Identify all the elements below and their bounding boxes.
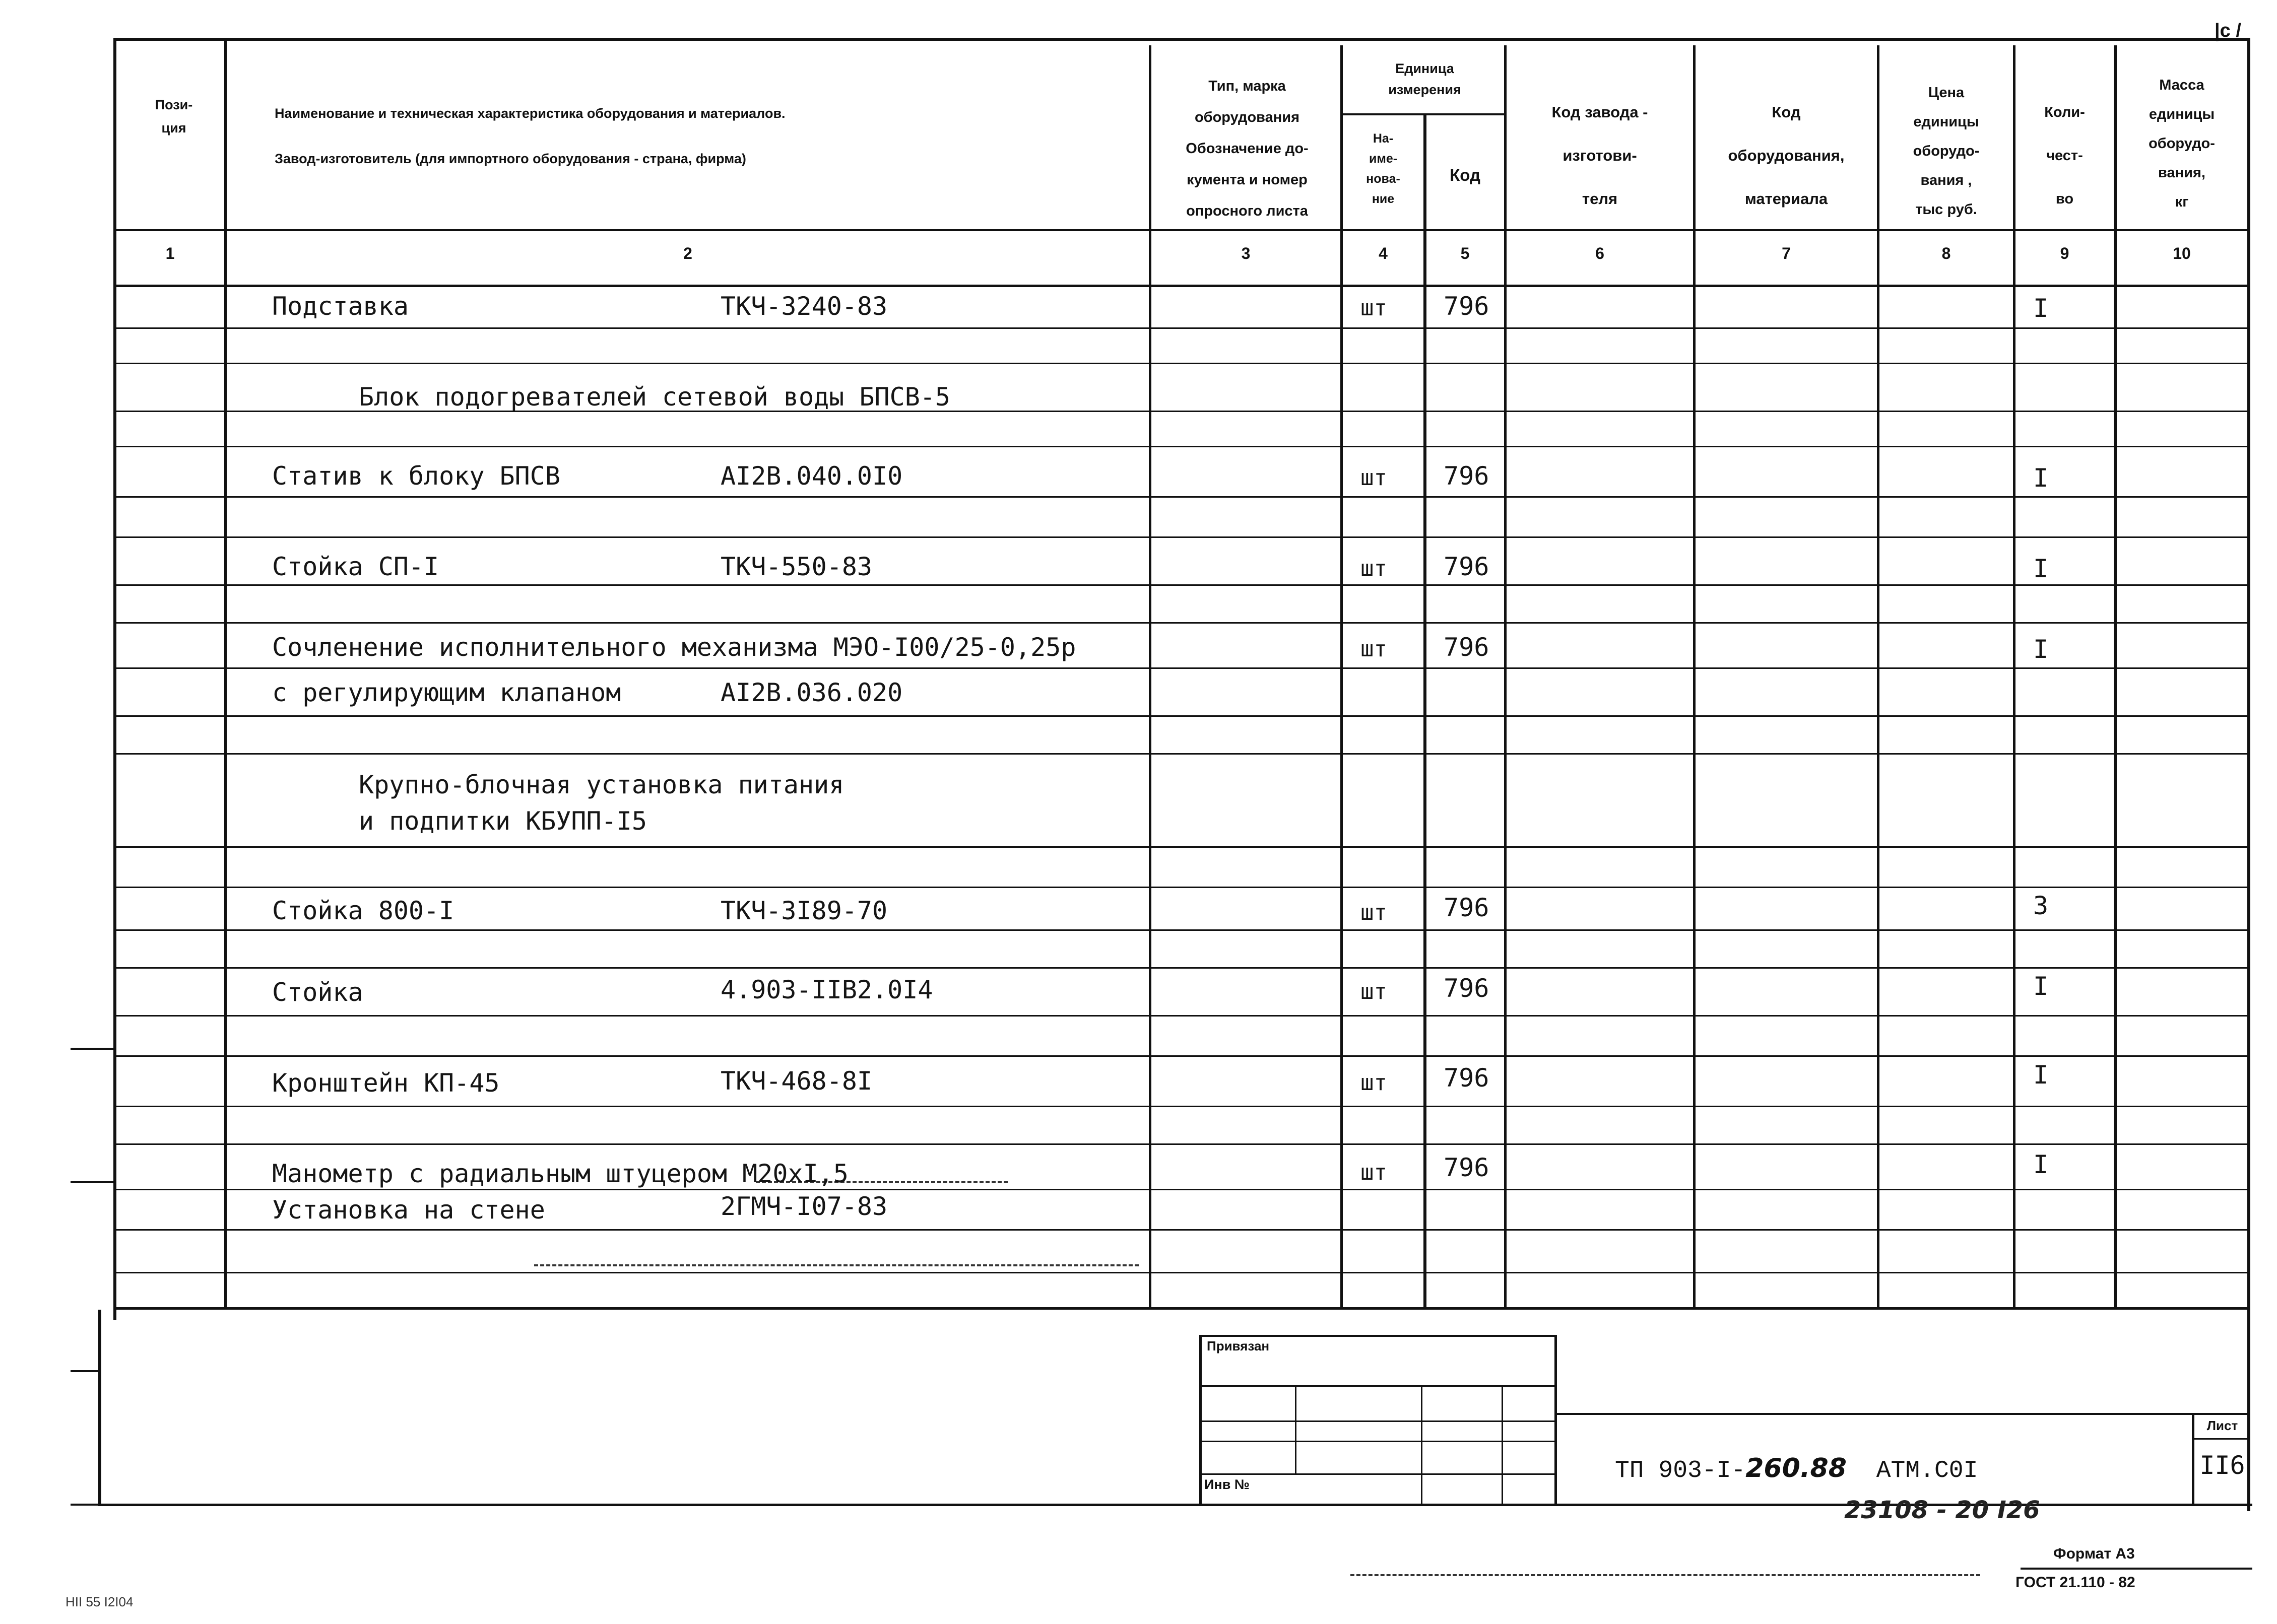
header-col2: Наименование и техническая характеристика оборудования и материалов. Завод-изготовитель (для импортного оборудования - страна, фирма) <box>275 106 786 166</box>
col-sep-4 <box>1423 113 1426 1310</box>
row-rule <box>116 1106 2247 1107</box>
colnum-9: 9 <box>2060 244 2069 262</box>
row-6-code: 796 <box>1444 974 1489 1003</box>
row-5-name: Стойка 800-I <box>272 896 454 925</box>
colnum-3: 3 <box>1241 244 1251 262</box>
row-rule <box>116 1143 2247 1145</box>
colnum-8: 8 <box>1941 244 1951 262</box>
footer-dashed-rule <box>1350 1574 1980 1576</box>
row-3-qty: I <box>2033 554 2049 583</box>
row-rule <box>116 536 2247 538</box>
row-4-code: 796 <box>1444 633 1489 662</box>
col-sep-1 <box>224 38 227 1310</box>
row-rule <box>116 1015 2247 1017</box>
colnum-2: 2 <box>683 244 692 262</box>
stamp-top-border <box>1199 1335 1557 1337</box>
row-7-name: Кронштейн КП-45 <box>272 1068 500 1098</box>
row-rule <box>116 1229 2247 1231</box>
row-3-doc: ТКЧ-550-83 <box>721 552 873 581</box>
row-rule <box>116 887 2247 888</box>
row-4b-name: с регулирующим клапаном <box>272 678 621 707</box>
row-8-name: Манометр с радиальным штуцером М20хI,5 <box>272 1159 849 1188</box>
row-7-code: 796 <box>1444 1063 1489 1093</box>
row-8b-name: Установка на стене <box>272 1195 545 1225</box>
sheet-box-mid <box>2192 1438 2250 1440</box>
row-rule <box>116 1272 2247 1273</box>
row-rule <box>116 753 2247 755</box>
row-8-code: 796 <box>1444 1153 1489 1182</box>
header-col9: Коли- чест- во <box>2044 104 2085 207</box>
row-rule <box>116 929 2247 931</box>
margin-tick <box>71 1504 101 1506</box>
unit-group-line <box>1343 113 1507 115</box>
row-rule <box>116 715 2247 717</box>
row-rule <box>116 363 2247 364</box>
row-7-qty: I <box>2033 1060 2049 1090</box>
document-designation <box>1615 1453 1978 1484</box>
row-3-unit: шт <box>1360 556 1387 581</box>
margin-tick <box>71 1370 101 1372</box>
colnum-6: 6 <box>1595 244 1604 262</box>
row-8-qty: I <box>2033 1150 2049 1179</box>
row-rule <box>116 967 2247 969</box>
stamp-sep <box>1421 1385 1422 1506</box>
row-2-qty: I <box>2033 463 2049 493</box>
row-rule <box>116 327 2247 329</box>
row-6-unit: шт <box>1360 979 1387 1004</box>
stamp-rule <box>1199 1385 1557 1387</box>
stamp-rule <box>1199 1441 1557 1442</box>
row-rule <box>116 846 2247 848</box>
doc-suffix: АТМ.С0I <box>1876 1457 1978 1484</box>
stamp-sep <box>1295 1385 1296 1473</box>
margin-tick <box>71 1048 116 1050</box>
inv-no-label: Инв № <box>1204 1477 1250 1492</box>
colnum-1: 1 <box>165 244 175 262</box>
row-3-name: Стойка СП-I <box>272 552 439 581</box>
row-5-doc: ТКЧ-3I89-70 <box>721 896 888 925</box>
footer-rule <box>2021 1568 2252 1570</box>
doc-handwritten-number: 260.88 <box>1745 1453 1847 1483</box>
format-label: Формат А3 <box>2053 1545 2135 1562</box>
colnum-4: 4 <box>1379 244 1388 262</box>
row-5-code: 796 <box>1444 893 1489 922</box>
header-bottom-line <box>113 229 2250 231</box>
table-top-border <box>113 38 2250 41</box>
header-col10: Масса единицы оборудо- вания, кг <box>2149 77 2215 210</box>
header-col6: Код завода - изготови- теля <box>1551 103 1648 208</box>
stamp-rule <box>1199 1420 1557 1422</box>
header-unit-group: Единица измерения <box>1388 61 1461 97</box>
sheet-label: Лист <box>2206 1418 2238 1433</box>
stamp-sep <box>1502 1385 1503 1506</box>
row-1-code: 796 <box>1444 292 1489 321</box>
row-4-unit: шт <box>1360 636 1387 662</box>
row-rule <box>116 667 2247 669</box>
header-col1: Пози- ция <box>155 97 193 136</box>
col-sep-3 <box>1340 45 1343 1310</box>
doc-prefix: ТП 903-I- <box>1615 1457 1746 1484</box>
table-right-border <box>2247 38 2250 1511</box>
row-8-unit: шт <box>1360 1160 1387 1185</box>
col-sep-5 <box>1504 45 1507 1310</box>
row-6-doc: 4.903-IIВ2.0I4 <box>721 975 933 1004</box>
col-sep-6 <box>1693 45 1696 1310</box>
row-2-doc: АI2В.040.0I0 <box>721 461 903 491</box>
row-2-code: 796 <box>1444 461 1489 491</box>
header-col7: Код оборудования, материала <box>1728 103 1845 208</box>
section-bpsv: Блок подогревателей сетевой воды БПСВ-5 <box>359 382 950 412</box>
privyazan-label: Привязан <box>1207 1338 1270 1354</box>
table-bottom-line <box>113 1307 2250 1310</box>
row-1-qty: I <box>2033 294 2049 323</box>
header-col4: На- име- нова- ние <box>1366 131 1400 206</box>
row-2-unit: шт <box>1360 465 1387 491</box>
col-sep-7 <box>1877 45 1879 1310</box>
margin-tick <box>71 1181 116 1183</box>
header-col8: Цена единицы оборудо- вания , тыс руб. <box>1913 85 1980 218</box>
section-kbupp: Крупно-блочная установка питания <box>359 770 844 799</box>
sheet-left-border <box>98 1310 101 1506</box>
row-4-qty: I <box>2033 635 2049 664</box>
header-col3: Тип, марка оборудования Обозначение до- кумента и номер опросного листа <box>1186 78 1309 219</box>
row-7-doc: ТКЧ-468-8I <box>721 1066 873 1096</box>
colnum-5: 5 <box>1460 244 1470 262</box>
row-7-unit: шт <box>1360 1070 1387 1096</box>
row-4b-doc: АI2В.036.020 <box>721 678 903 707</box>
header-col5: Код <box>1450 166 1480 184</box>
edge-text: НII 55 I2I04 <box>66 1594 134 1609</box>
row-rule <box>116 496 2247 498</box>
row-1-unit: шт <box>1360 295 1387 321</box>
row-rule <box>116 622 2247 624</box>
colnum-10: 10 <box>2173 244 2191 262</box>
row-5-qty: 3 <box>2033 891 2049 920</box>
col-sep-2 <box>1149 45 1151 1310</box>
row-5-unit: шт <box>1360 900 1387 925</box>
section-kbupp-2: и подпитки КБУПП-I5 <box>359 806 647 836</box>
row-rule <box>116 446 2247 447</box>
row-rule <box>116 584 2247 586</box>
row-1-name: Подставка <box>272 292 409 321</box>
stamp-title-line <box>1554 1413 2250 1415</box>
colnum-bottom-line <box>113 285 2250 287</box>
row-2-name: Статив к блоку БПСВ <box>272 461 560 491</box>
col-sep-9 <box>2114 45 2117 1310</box>
archive-number: 23108 - 20 I26 <box>1844 1496 2040 1524</box>
dashed-rule <box>534 1264 1139 1266</box>
stamp-rule <box>1199 1473 1557 1475</box>
gost-label: ГОСТ 21.110 - 82 <box>2015 1574 2135 1591</box>
row-3-code: 796 <box>1444 552 1489 581</box>
row-rule <box>116 1189 2247 1190</box>
row-6-name: Стойка <box>272 978 363 1007</box>
row-4-name: Сочленение исполнительного механизма МЭО-I00/25-0,25р <box>272 633 1076 662</box>
colnum-7: 7 <box>1782 244 1791 262</box>
col-sep-8 <box>2013 45 2015 1310</box>
row-8b-doc: 2ГМЧ-I07-83 <box>721 1192 888 1221</box>
corner-mark: |с / <box>2215 20 2241 41</box>
sheet-box-left <box>2192 1413 2194 1506</box>
row-rule <box>116 1055 2247 1057</box>
row-6-qty: I <box>2033 972 2049 1001</box>
sheet-number: II6 <box>2199 1451 2245 1480</box>
row-1-doc: ТКЧ-3240-83 <box>721 292 888 321</box>
